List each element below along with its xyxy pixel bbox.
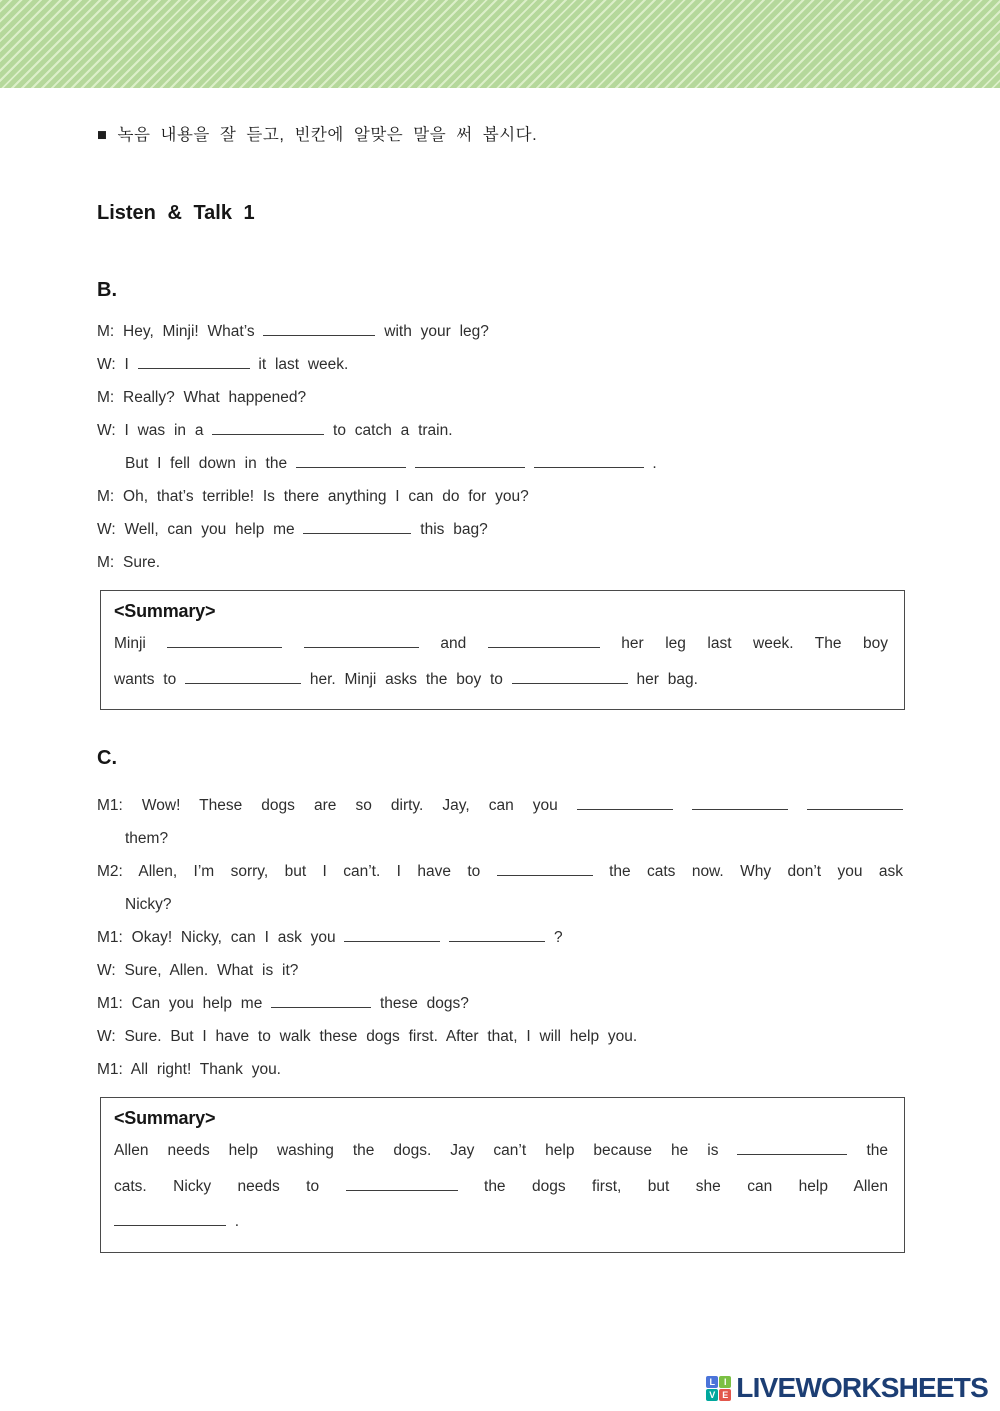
text-run: Minji <box>114 635 168 652</box>
text-run: her bag. <box>627 670 698 688</box>
text-run <box>440 929 449 946</box>
text-run <box>788 797 807 814</box>
logo-square-v-icon: V <box>706 1389 718 1401</box>
text-run: M: Really? What happened? <box>97 389 307 406</box>
text-run: wants to <box>114 670 186 688</box>
text-run: ? <box>545 929 563 946</box>
text-line <box>114 626 888 662</box>
text-run: M1: All right! Thank you. <box>97 1061 281 1078</box>
answer-blank[interactable] <box>271 992 371 1008</box>
answer-blank[interactable] <box>737 1139 847 1155</box>
text-line <box>97 315 903 348</box>
section-b-heading: B. <box>97 279 117 301</box>
liveworksheets-logo <box>706 1372 988 1404</box>
text-line <box>97 1020 903 1053</box>
text-run: . <box>226 1213 240 1230</box>
text-run: M1: Can you help me <box>97 995 272 1012</box>
text-run: M: Oh, that’s terrible! Is there anything I can do for you? <box>97 488 529 505</box>
logo-square-e-icon: E <box>719 1389 731 1401</box>
text-line <box>97 987 903 1020</box>
text-line <box>114 1133 888 1169</box>
text-line <box>114 1169 888 1205</box>
text-run: W: Well, can you help me <box>97 521 304 538</box>
text-run: M: Hey, Minji! What’s <box>97 323 264 340</box>
answer-blank[interactable] <box>263 320 375 336</box>
answer-blank[interactable] <box>185 668 301 684</box>
section-c <box>97 746 903 1253</box>
summary-b-text <box>114 626 888 697</box>
answer-blank[interactable] <box>497 860 593 876</box>
text-run: cats. Nicky needs to <box>114 1177 346 1195</box>
text-run: and <box>418 635 488 652</box>
text-run <box>406 455 415 472</box>
answer-blank[interactable] <box>346 1175 458 1191</box>
text-run: with your leg? <box>375 323 489 340</box>
text-line <box>97 1053 903 1086</box>
text-run: Nicky? <box>125 896 172 913</box>
text-run: Allen needs help washing the dogs. Jay can’t help because he is <box>114 1142 738 1159</box>
summary-c-text <box>114 1133 888 1240</box>
text-run: her. Minji asks the boy to <box>301 670 512 688</box>
text-run: the <box>847 1142 888 1159</box>
summary-b-heading: <Summary> <box>114 601 216 621</box>
text-run: M2: Allen, I’m sorry, but I can’t. I have to <box>97 863 497 880</box>
text-line <box>97 954 903 987</box>
striped-header-banner <box>0 0 1000 88</box>
answer-blank[interactable] <box>488 632 600 648</box>
text-line <box>97 888 903 921</box>
answer-blank[interactable] <box>114 1210 226 1226</box>
liveworksheets-logo-icon <box>706 1376 731 1401</box>
answer-blank[interactable] <box>212 419 324 435</box>
section-b-dialogue <box>97 315 903 579</box>
answer-blank[interactable] <box>304 632 419 648</box>
text-run <box>525 455 534 472</box>
text-run: . <box>643 455 657 472</box>
text-line <box>114 662 888 698</box>
answer-blank[interactable] <box>296 452 406 468</box>
text-run: But I fell down in the <box>125 455 296 472</box>
section-b <box>97 278 903 710</box>
text-run: W: Sure, Allen. What is it? <box>97 962 299 979</box>
summary-box-b <box>100 590 905 710</box>
text-line <box>97 447 903 480</box>
answer-blank[interactable] <box>449 926 545 942</box>
text-run: M1: Okay! Nicky, can I ask you <box>97 929 345 946</box>
summary-c-heading: <Summary> <box>114 1108 216 1128</box>
text-line <box>97 480 903 513</box>
answer-blank[interactable] <box>415 452 525 468</box>
logo-square-i-icon: I <box>719 1376 731 1388</box>
text-line <box>97 513 903 546</box>
answer-blank[interactable] <box>138 353 250 369</box>
text-line <box>114 1204 888 1240</box>
text-run <box>282 635 304 652</box>
text-line <box>97 414 903 447</box>
answer-blank[interactable] <box>303 518 411 534</box>
text-run: it last week. <box>249 356 349 373</box>
text-run: this bag? <box>411 521 488 538</box>
text-run <box>673 797 692 814</box>
text-run: the cats now. Why don’t you ask <box>592 863 903 880</box>
text-run: the dogs first, but she can help Allen <box>457 1177 888 1195</box>
answer-blank[interactable] <box>807 794 903 810</box>
answer-blank[interactable] <box>167 632 282 648</box>
answer-blank[interactable] <box>534 452 644 468</box>
logo-square-l-icon: L <box>706 1376 718 1388</box>
text-run: M1: Wow! These dogs are so dirty. Jay, can you <box>97 797 577 814</box>
text-line <box>97 348 903 381</box>
text-run: W: I was in a <box>97 422 213 439</box>
text-run: M: Sure. <box>97 554 161 571</box>
text-run: her leg last week. The boy <box>599 635 888 652</box>
worksheet-instruction-korean: ■ 녹음 내용을 잘 듣고, 빈칸에 알맞은 말을 써 봅시다. <box>97 126 538 144</box>
text-run: them? <box>125 830 169 847</box>
text-line <box>97 546 903 579</box>
text-line <box>97 855 903 888</box>
answer-blank[interactable] <box>512 668 628 684</box>
liveworksheets-wordmark: LIVEWORKSHEETS <box>736 1372 988 1403</box>
text-line <box>97 822 903 855</box>
text-line <box>97 921 903 954</box>
page-title: Listen & Talk 1 <box>97 202 255 224</box>
answer-blank[interactable] <box>577 794 673 810</box>
text-run: W: Sure. But I have to walk these dogs first. After that, I will help you. <box>97 1028 638 1045</box>
text-line <box>97 381 903 414</box>
text-run: W: I <box>97 356 138 373</box>
answer-blank[interactable] <box>344 926 440 942</box>
section-c-dialogue <box>97 789 903 1086</box>
summary-box-c <box>100 1097 905 1253</box>
section-c-heading: C. <box>97 747 117 769</box>
text-run: to catch a train. <box>324 422 453 439</box>
answer-blank[interactable] <box>692 794 788 810</box>
text-line <box>97 789 903 822</box>
text-run: these dogs? <box>371 995 469 1012</box>
